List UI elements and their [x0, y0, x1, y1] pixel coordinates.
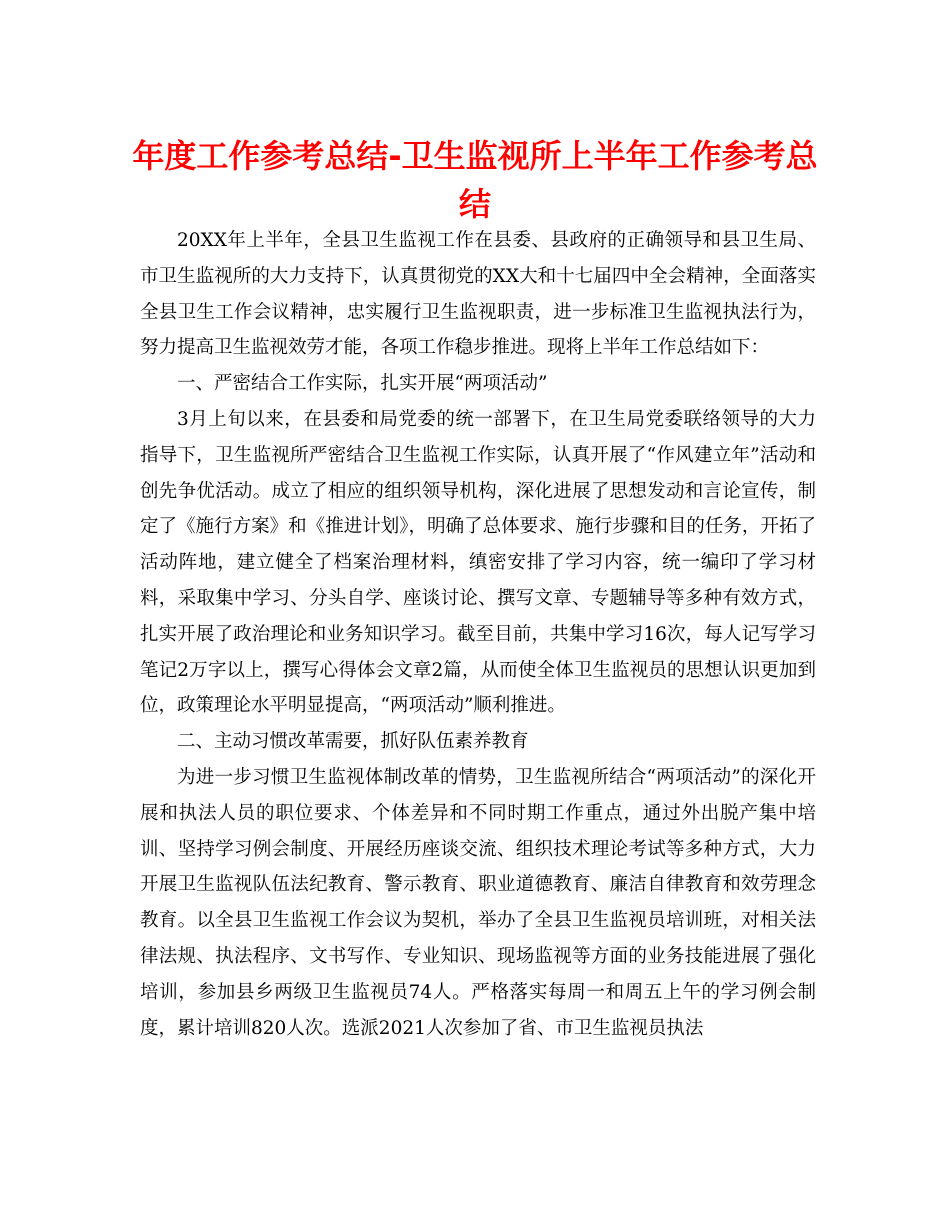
paragraph-section-1: 3月上旬以来，在县委和局党委的统一部署下，在卫生局党委联络领导的大力指导下，卫生监视所严密结合卫生监视工作实际，认真开展了“作风建立年”活动和创先争优活动。成立了相应的组织领导机构，深化进展了思想发动和言论宣传，制定了《施行方案》和《推进计划》，明确了总体要求、施行步骤和目的任务，开拓了活动阵地，建立健全了档案治理材料，缜密安排了学习内容，统一编印了学习材料，采取集中学习、分头自学、座谈讨论、撰写文章、专题辅导等多种有效方式，扎实开展了政治理论和业务知识学习。截至目前，共集中学习16次，每人记写学习笔记2万字以上，撰写心得体会文章2篇，从而使全体卫生监视员的思想认识更加到位，政策理论水平明显提高，“两项活动”顺利推进。	[140, 408, 816, 717]
section-heading-1: 一、严密结合工作实际，扎实开展“两项活动”	[177, 373, 548, 395]
paragraph-intro: 20XX年上半年，全县卫生监视工作在县委、县政府的正确领导和县卫生局、市卫生监视所的大力支持下，认真贯彻党的XX大和十七届四中全会精神，全面落实全县卫生工作会议精神，忠实履行卫生监视职责，进一步标准卫生监视执法行为，努力提高卫生监视效劳才能，各项工作稳步推进。现将上半年工作总结如下：	[140, 230, 816, 359]
paragraph-section-2: 为进一步习惯卫生监视体制改革的情势，卫生监视所结合“两项活动”的深化开展和执法人员的职位要求、个体差异和不同时期工作重点，通过外出脱产集中培训、坚持学习例会制度、开展经历座谈交流、组织技术理论考试等多种方式，大力开展卫生监视队伍法纪教育、警示教育、职业道德教育、廉洁自律教育和效劳理念教育。以全县卫生监视工作会议为契机，举办了全县卫生监视员培训班，对相关法律法规、执法程序、文书写作、专业知识、现场监视等方面的业务技能进展了强化培训，参加县乡两级卫生监视员74人。严格落实每周一和周五上午的学习例会制度，累计培训820人次。选派2021人次参加了省、市卫生监视员执法	[140, 766, 816, 1039]
section-heading-2: 二、主动习惯改革需要，抓好队伍素养教育	[177, 731, 529, 753]
document-title: 年度工作参考总结-卫生监视所上半年工作参考总结	[132, 137, 818, 223]
document-body	[140, 223, 816, 1046]
